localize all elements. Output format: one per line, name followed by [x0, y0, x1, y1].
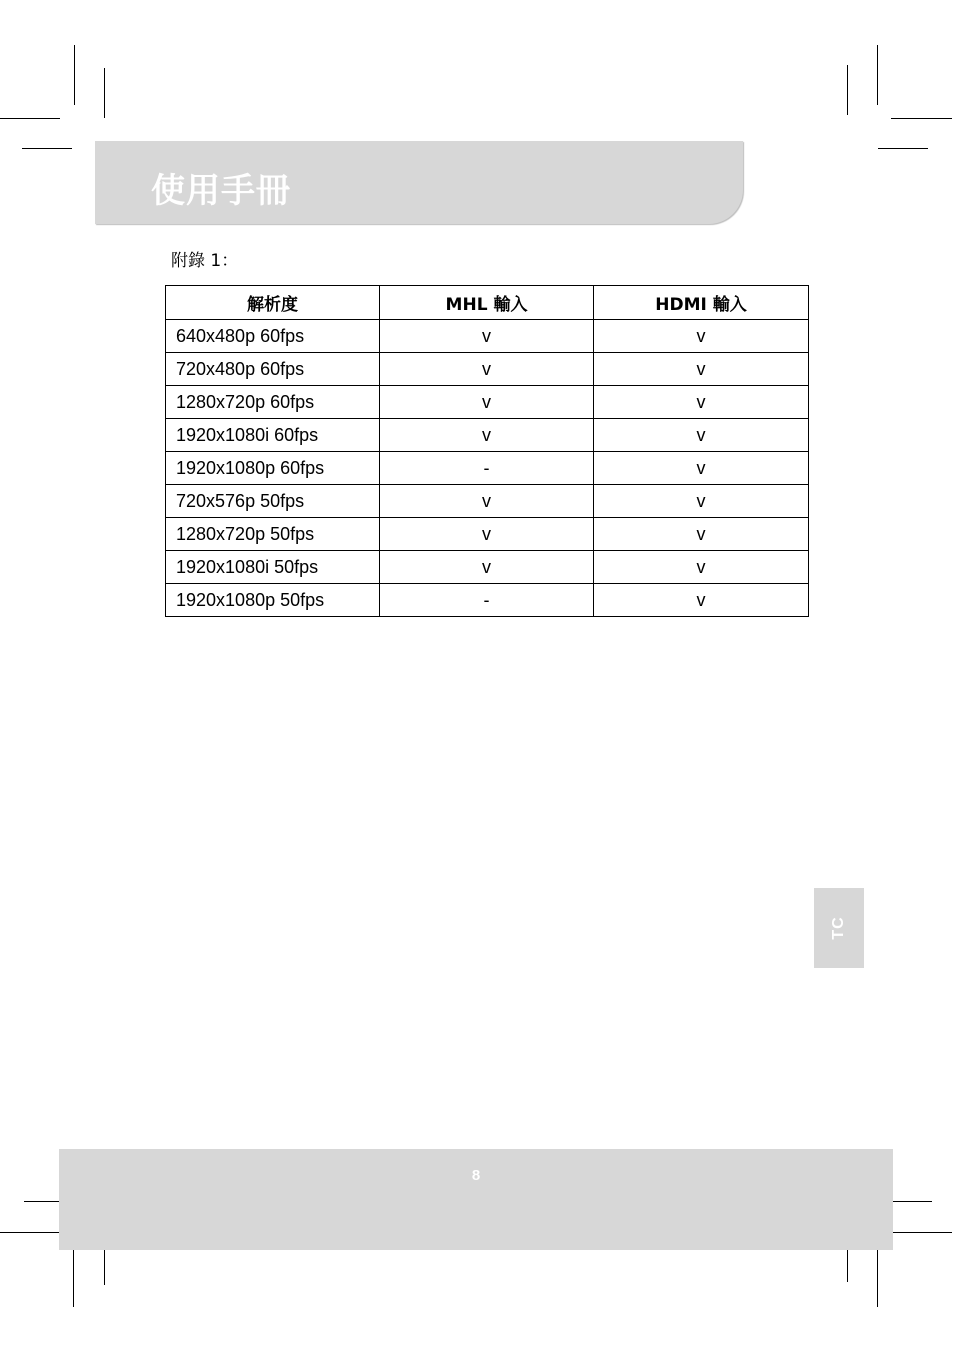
footer-band	[59, 1149, 893, 1250]
resolution-cell: 1920x1080i 50fps	[166, 551, 380, 584]
hdmi-cell: v	[594, 518, 809, 551]
column-header-hdmi-input: HDMI 輸入	[594, 286, 809, 320]
resolution-cell: 1280x720p 60fps	[166, 386, 380, 419]
hdmi-cell: v	[594, 452, 809, 485]
resolution-cell: 1920x1080p 50fps	[166, 584, 380, 617]
hdmi-cell: v	[594, 419, 809, 452]
column-header-resolution: 解析度	[166, 286, 380, 320]
language-tab	[814, 888, 864, 968]
mhl-cell: v	[380, 419, 594, 452]
table-row	[166, 452, 809, 485]
mhl-cell: v	[380, 551, 594, 584]
resolution-cell: 720x480p 60fps	[166, 353, 380, 386]
crop-mark	[847, 65, 848, 115]
crop-mark	[104, 68, 105, 118]
table-header-row	[166, 286, 809, 320]
hdmi-cell: v	[594, 551, 809, 584]
resolution-cell: 720x576p 50fps	[166, 485, 380, 518]
table-row	[166, 485, 809, 518]
table-row	[166, 386, 809, 419]
crop-mark	[0, 118, 60, 119]
mhl-cell: -	[380, 584, 594, 617]
page-number: 8	[471, 1167, 481, 1184]
table-row	[166, 584, 809, 617]
crop-mark	[892, 1232, 952, 1233]
hdmi-cell: v	[594, 584, 809, 617]
table-row	[166, 419, 809, 452]
resolution-cell: 1920x1080i 60fps	[166, 419, 380, 452]
table-row	[166, 551, 809, 584]
resolution-cell: 1920x1080p 60fps	[166, 452, 380, 485]
table-row	[166, 353, 809, 386]
crop-mark	[878, 148, 928, 149]
hdmi-cell: v	[594, 320, 809, 353]
resolution-cell: 640x480p 60fps	[166, 320, 380, 353]
header-band	[95, 141, 743, 224]
column-header-mhl-input: MHL 輸入	[380, 286, 594, 320]
crop-mark	[877, 45, 878, 105]
crop-mark	[0, 1232, 60, 1233]
page-title: 使用手冊	[151, 171, 291, 211]
mhl-cell: v	[380, 518, 594, 551]
crop-mark	[74, 45, 75, 105]
resolution-cell: 1280x720p 50fps	[166, 518, 380, 551]
table-row	[166, 320, 809, 353]
mhl-cell: v	[380, 320, 594, 353]
crop-mark	[73, 1247, 74, 1307]
mhl-cell: v	[380, 485, 594, 518]
mhl-cell: v	[380, 386, 594, 419]
hdmi-cell: v	[594, 485, 809, 518]
crop-mark	[22, 148, 72, 149]
table-row	[166, 518, 809, 551]
mhl-cell: -	[380, 452, 594, 485]
crop-mark	[877, 1247, 878, 1307]
resolution-table	[165, 285, 809, 617]
crop-mark	[891, 118, 952, 119]
language-tab-label: TC	[830, 916, 847, 940]
mhl-cell: v	[380, 353, 594, 386]
appendix-label: 附錄 1：	[171, 251, 239, 271]
hdmi-cell: v	[594, 386, 809, 419]
hdmi-cell: v	[594, 353, 809, 386]
